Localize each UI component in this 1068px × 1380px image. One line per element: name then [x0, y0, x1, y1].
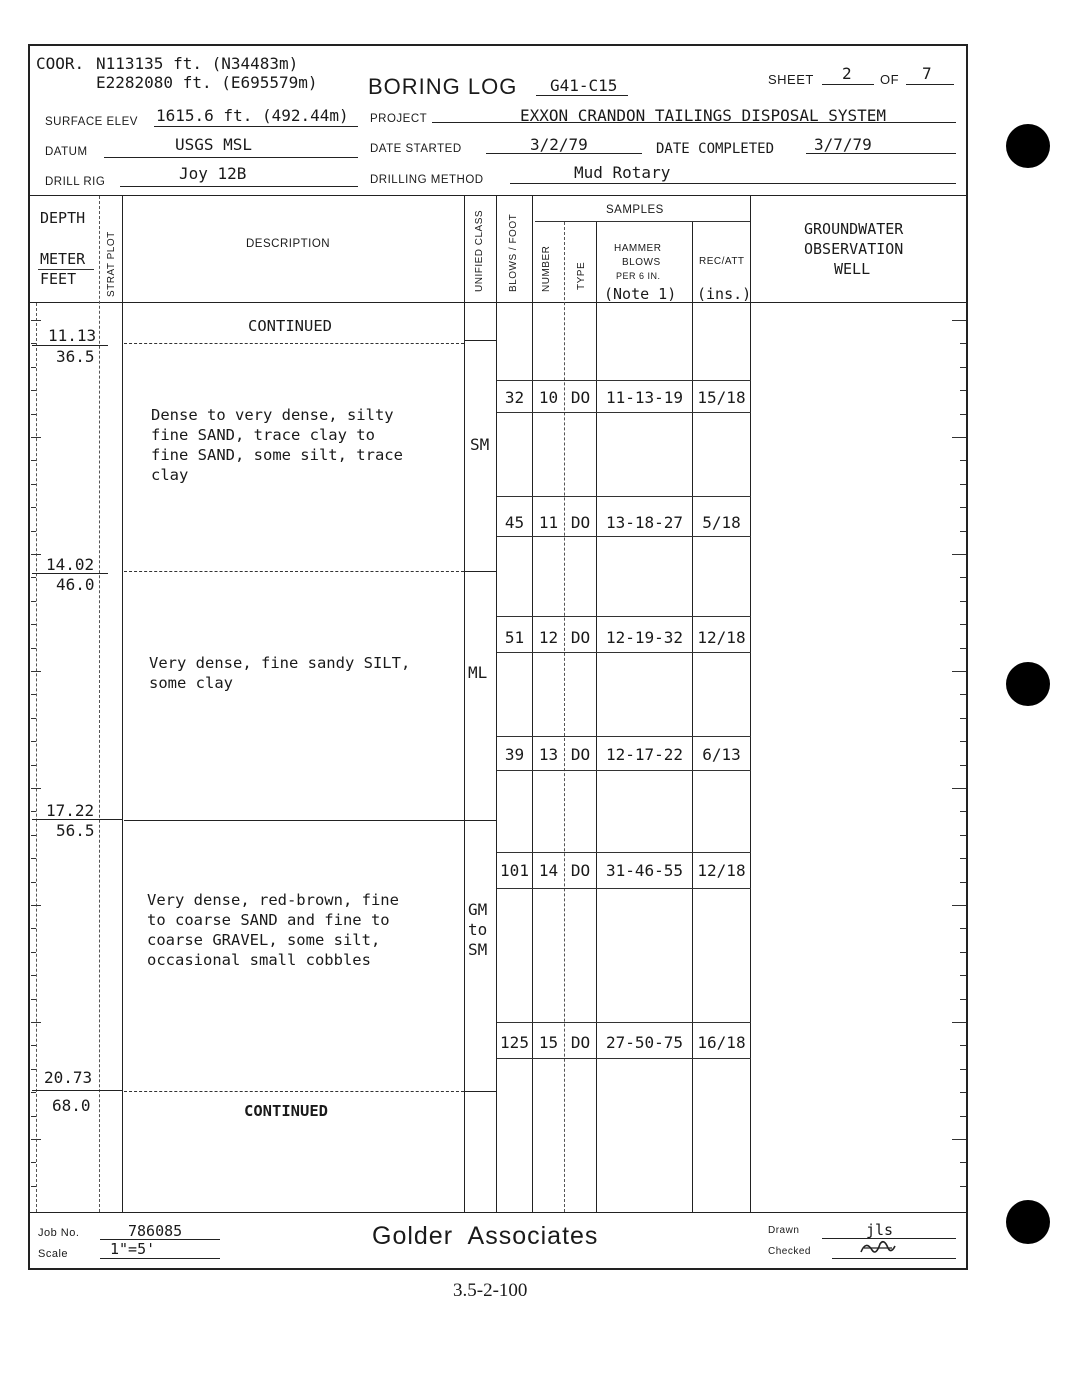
job-number: 786085	[128, 1222, 183, 1240]
depth-tick	[31, 718, 36, 719]
project-underline	[432, 122, 956, 123]
blows-foot-header: BLOWS / FOOT	[508, 213, 519, 292]
description-right-line	[464, 196, 465, 1212]
depth-tick	[952, 788, 966, 789]
coor-north: N113135 ft. (N34483m)	[96, 54, 299, 73]
date-started-label: DATE STARTED	[370, 143, 462, 155]
checked-underline	[832, 1258, 956, 1259]
log-id: G41-C15	[550, 76, 618, 95]
punch-hole	[1006, 124, 1050, 168]
layer-description: CONTINUED	[248, 317, 332, 335]
sample-rule	[497, 380, 751, 381]
layer-boundary	[465, 1091, 496, 1092]
blows-per-foot: 45	[504, 513, 525, 532]
hammer-blows: 11-13-19	[605, 388, 684, 407]
strat-plot-line	[99, 196, 100, 1212]
depth-tick	[31, 928, 36, 929]
drawn-label: Drawn	[768, 1225, 800, 1236]
drawn-by: jls	[866, 1221, 894, 1239]
layer-description: Dense to very dense, silty fine SAND, trace clay to fine SAND, some silt, trace clay	[151, 406, 403, 484]
depth-tick	[31, 788, 41, 789]
depth-tick	[31, 1069, 36, 1070]
depth-tick	[31, 460, 36, 461]
sheet-total-underline	[906, 84, 954, 85]
drilling-method-underline	[510, 183, 956, 184]
depth-tick	[31, 882, 36, 883]
type-right-line	[596, 222, 597, 1212]
depth-tick	[960, 414, 966, 415]
column-header-divider	[28, 302, 968, 303]
sheet-number: 2	[842, 64, 852, 83]
coor-label: COOR.	[36, 54, 85, 73]
depth-tick	[31, 507, 36, 508]
depth-tick	[31, 741, 36, 742]
checked-label: Checked	[768, 1246, 811, 1257]
depth-tick	[31, 624, 36, 625]
of-label: OF	[880, 72, 900, 87]
depth-tick	[960, 390, 966, 391]
depth-tick	[952, 437, 966, 438]
depth-tick	[31, 671, 41, 672]
depth-scale-line	[36, 303, 37, 1212]
layer-boundary	[465, 340, 496, 341]
samples-header-rule	[535, 221, 751, 222]
surface-elev: 1615.6 ft. (492.44m)	[156, 106, 349, 125]
sample-number: 12	[538, 628, 559, 647]
depth-tick	[960, 1186, 966, 1187]
depth-tick	[31, 952, 36, 953]
sample-rule	[497, 736, 751, 737]
scale-underline	[100, 1258, 220, 1259]
drill-rig: Joy 12B	[179, 164, 247, 183]
depth-tick	[31, 390, 36, 391]
strat-plot-right-line	[122, 196, 123, 1212]
depth-header: DEPTH	[40, 209, 86, 227]
sample-rule	[497, 536, 751, 537]
depth-tick	[960, 718, 966, 719]
groundwater-header-3: WELL	[834, 260, 871, 278]
depth-tick	[960, 624, 966, 625]
groundwater-header-1: GROUNDWATER	[804, 220, 904, 238]
sample-number: 10	[538, 388, 559, 407]
sample-number: 13	[538, 745, 559, 764]
depth-tick	[31, 1162, 36, 1163]
depth-tick	[960, 694, 966, 695]
depth-tick	[31, 531, 36, 532]
date-started: 3/2/79	[530, 135, 588, 154]
job-label: Job No.	[38, 1227, 80, 1239]
layer-boundary	[124, 1091, 464, 1092]
depth-tick	[960, 367, 966, 368]
layer-description: CONTINUED	[244, 1102, 328, 1120]
depth-tick	[960, 975, 966, 976]
project-label: PROJECT	[370, 113, 428, 125]
punch-hole	[1006, 1200, 1050, 1244]
depth-tick	[952, 671, 966, 672]
footer-divider	[28, 1212, 968, 1213]
sample-type: DO	[570, 388, 591, 407]
depth-tick	[952, 554, 966, 555]
page-number: 3.5-2-100	[453, 1280, 528, 1301]
depth-tick	[31, 577, 36, 578]
page-title: BORING LOG	[368, 74, 518, 99]
recovery: 12/18	[697, 861, 746, 880]
hammer-blows: 13-18-27	[605, 513, 684, 532]
depth-tick	[31, 1116, 36, 1117]
date-completed-label: DATE COMPLETED	[656, 141, 775, 157]
blows-per-foot: 32	[504, 388, 525, 407]
rec-unit: (ins.)	[697, 285, 752, 303]
hammer-header-1: HAMMER	[614, 243, 662, 254]
hammer-header-3: PER 6 IN.	[616, 271, 661, 281]
recovery: 5/18	[702, 513, 741, 532]
depth-tick	[960, 811, 966, 812]
depth-tick	[31, 320, 41, 321]
blows-per-foot: 51	[504, 628, 525, 647]
header-divider	[28, 195, 968, 196]
sample-rule	[497, 652, 751, 653]
drilling-method: Mud Rotary	[574, 163, 671, 182]
blows-per-foot: 39	[504, 745, 525, 764]
depth-tick	[960, 507, 966, 508]
recovery: 16/18	[697, 1033, 746, 1052]
type-header: TYPE	[576, 261, 587, 290]
depth-tick	[960, 601, 966, 602]
layer-boundary	[124, 343, 464, 344]
depth-tick	[31, 1022, 41, 1023]
unified-class: ML	[468, 663, 488, 682]
depth-rule	[32, 345, 108, 346]
layer-boundary	[124, 571, 464, 572]
unified-class: GM to SM	[468, 900, 488, 959]
depth-tick	[31, 343, 36, 344]
depth-tick	[960, 577, 966, 578]
sample-rule	[497, 616, 751, 617]
depth-tick	[960, 1092, 966, 1093]
layer-boundary	[124, 820, 496, 821]
strat-plot-header: STRAT PLOT	[106, 231, 117, 297]
depth-tick	[960, 882, 966, 883]
depth-tick	[960, 741, 966, 742]
sample-rule	[497, 852, 751, 853]
depth-tick	[960, 1069, 966, 1070]
date-completed-underline	[806, 153, 956, 154]
hammer-header-2: BLOWS	[622, 257, 661, 268]
surface-elev-underline	[154, 126, 358, 127]
unified-class-header: UNIFIED CLASS	[474, 209, 485, 292]
sample-type: DO	[570, 1033, 591, 1052]
company-name: Golder Associates	[372, 1222, 599, 1250]
drilling-method-label: DRILLING METHOD	[370, 174, 484, 186]
sample-rule	[497, 770, 751, 771]
depth-tick	[960, 531, 966, 532]
depth-tick	[960, 835, 966, 836]
depth-tick	[952, 320, 966, 321]
hammer-blows: 12-19-32	[605, 628, 684, 647]
checked-initials	[858, 1236, 898, 1258]
sample-number: 11	[538, 513, 559, 532]
depth-tick	[31, 975, 36, 976]
depth-tick	[31, 835, 36, 836]
hammer-blows: 12-17-22	[605, 745, 684, 764]
datum-label: DATUM	[45, 146, 88, 158]
sample-rule	[497, 1058, 751, 1059]
date-started-underline	[486, 153, 642, 154]
depth-feet: 46.0	[56, 575, 95, 594]
coor-east: E2282080 ft. (E695579m)	[96, 73, 318, 92]
datum: USGS MSL	[175, 135, 253, 154]
depth-tick	[31, 765, 36, 766]
unified-right-line	[496, 196, 497, 1212]
depth-tick	[960, 928, 966, 929]
depth-tick	[960, 460, 966, 461]
depth-tick	[31, 1045, 36, 1046]
sheet-number-underline	[822, 84, 874, 85]
depth-tick	[952, 905, 966, 906]
depth-rule	[32, 573, 108, 574]
depth-tick	[960, 1116, 966, 1117]
number-right-line	[564, 222, 565, 1212]
depth-meter: 17.22	[46, 801, 95, 820]
hammer-blows: 31-46-55	[605, 861, 684, 880]
sample-rule	[497, 888, 751, 889]
blows-per-foot: 101	[500, 861, 529, 880]
depth-tick	[960, 999, 966, 1000]
depth-rule	[32, 819, 122, 820]
depth-tick	[31, 414, 36, 415]
meter-header: METER	[40, 250, 86, 268]
recovery: 6/13	[702, 745, 741, 764]
depth-feet: 36.5	[56, 347, 95, 366]
feet-header: FEET	[40, 270, 77, 288]
groundwater-header-2: OBSERVATION	[804, 240, 904, 258]
sample-rule	[497, 412, 751, 413]
sample-number: 14	[538, 861, 559, 880]
datum-underline	[104, 157, 358, 158]
depth-tick	[952, 1139, 966, 1140]
scale: 1"=5'	[110, 1240, 156, 1258]
depth-tick	[960, 648, 966, 649]
drill-rig-underline	[120, 186, 358, 187]
depth-tick	[960, 484, 966, 485]
surface-elev-label: SURFACE ELEV	[45, 116, 138, 128]
log-id-underline	[536, 95, 628, 96]
project: EXXON CRANDON TAILINGS DISPOSAL SYSTEM	[520, 106, 887, 125]
depth-tick	[960, 343, 966, 344]
depth-tick	[31, 1186, 36, 1187]
depth-tick	[31, 1139, 41, 1140]
unified-class: SM	[470, 435, 490, 454]
drill-rig-label: DRILL RIG	[45, 176, 106, 188]
layer-description: Very dense, red-brown, fine to coarse SAND and fine to coarse GRAVEL, some silt, occasional small cobbles	[147, 891, 399, 969]
hammer-right-line	[692, 222, 693, 1212]
sheet-label: SHEET	[768, 72, 814, 87]
sample-type: DO	[570, 745, 591, 764]
samples-header: SAMPLES	[606, 204, 664, 216]
hammer-blows: 27-50-75	[605, 1033, 684, 1052]
depth-tick	[31, 601, 36, 602]
depth-tick	[31, 694, 36, 695]
depth-tick	[960, 765, 966, 766]
depth-tick	[31, 367, 36, 368]
number-header: NUMBER	[541, 245, 552, 292]
sample-type: DO	[570, 861, 591, 880]
depth-tick	[960, 1045, 966, 1046]
depth-tick	[960, 858, 966, 859]
punch-hole	[1006, 662, 1050, 706]
hammer-note: (Note 1)	[604, 285, 677, 303]
depth-tick	[31, 437, 41, 438]
date-completed: 3/7/79	[814, 135, 872, 154]
rec-right-line	[750, 196, 751, 1212]
sample-type: DO	[570, 628, 591, 647]
sheet-total: 7	[922, 64, 932, 83]
depth-feet: 68.0	[52, 1096, 91, 1115]
depth-tick	[31, 858, 36, 859]
depth-tick	[31, 999, 36, 1000]
depth-tick	[960, 952, 966, 953]
scale-label: Scale	[38, 1248, 69, 1260]
depth-feet: 56.5	[56, 821, 95, 840]
depth-tick	[952, 1022, 966, 1023]
blows-per-foot: 125	[500, 1033, 529, 1052]
sample-rule	[497, 496, 751, 497]
depth-tick	[31, 1092, 36, 1093]
depth-meter: 20.73	[44, 1068, 93, 1087]
depth-meter: 11.13	[48, 326, 97, 345]
blows-right-line	[532, 196, 533, 1212]
recovery: 15/18	[697, 388, 746, 407]
sample-number: 15	[538, 1033, 559, 1052]
depth-tick	[31, 484, 36, 485]
depth-rule	[32, 1090, 122, 1091]
sample-type: DO	[570, 513, 591, 532]
depth-tick	[31, 648, 36, 649]
depth-meter: 14.02	[46, 555, 95, 574]
description-header: DESCRIPTION	[246, 238, 331, 250]
rec-att-header: REC/ATT	[699, 256, 745, 267]
depth-tick	[31, 554, 41, 555]
recovery: 12/18	[697, 628, 746, 647]
layer-boundary	[465, 571, 496, 572]
sample-rule	[497, 1022, 751, 1023]
depth-tick	[960, 1162, 966, 1163]
depth-tick	[31, 811, 36, 812]
depth-tick	[31, 905, 41, 906]
layer-description: Very dense, fine sandy SILT, some clay	[149, 654, 411, 692]
